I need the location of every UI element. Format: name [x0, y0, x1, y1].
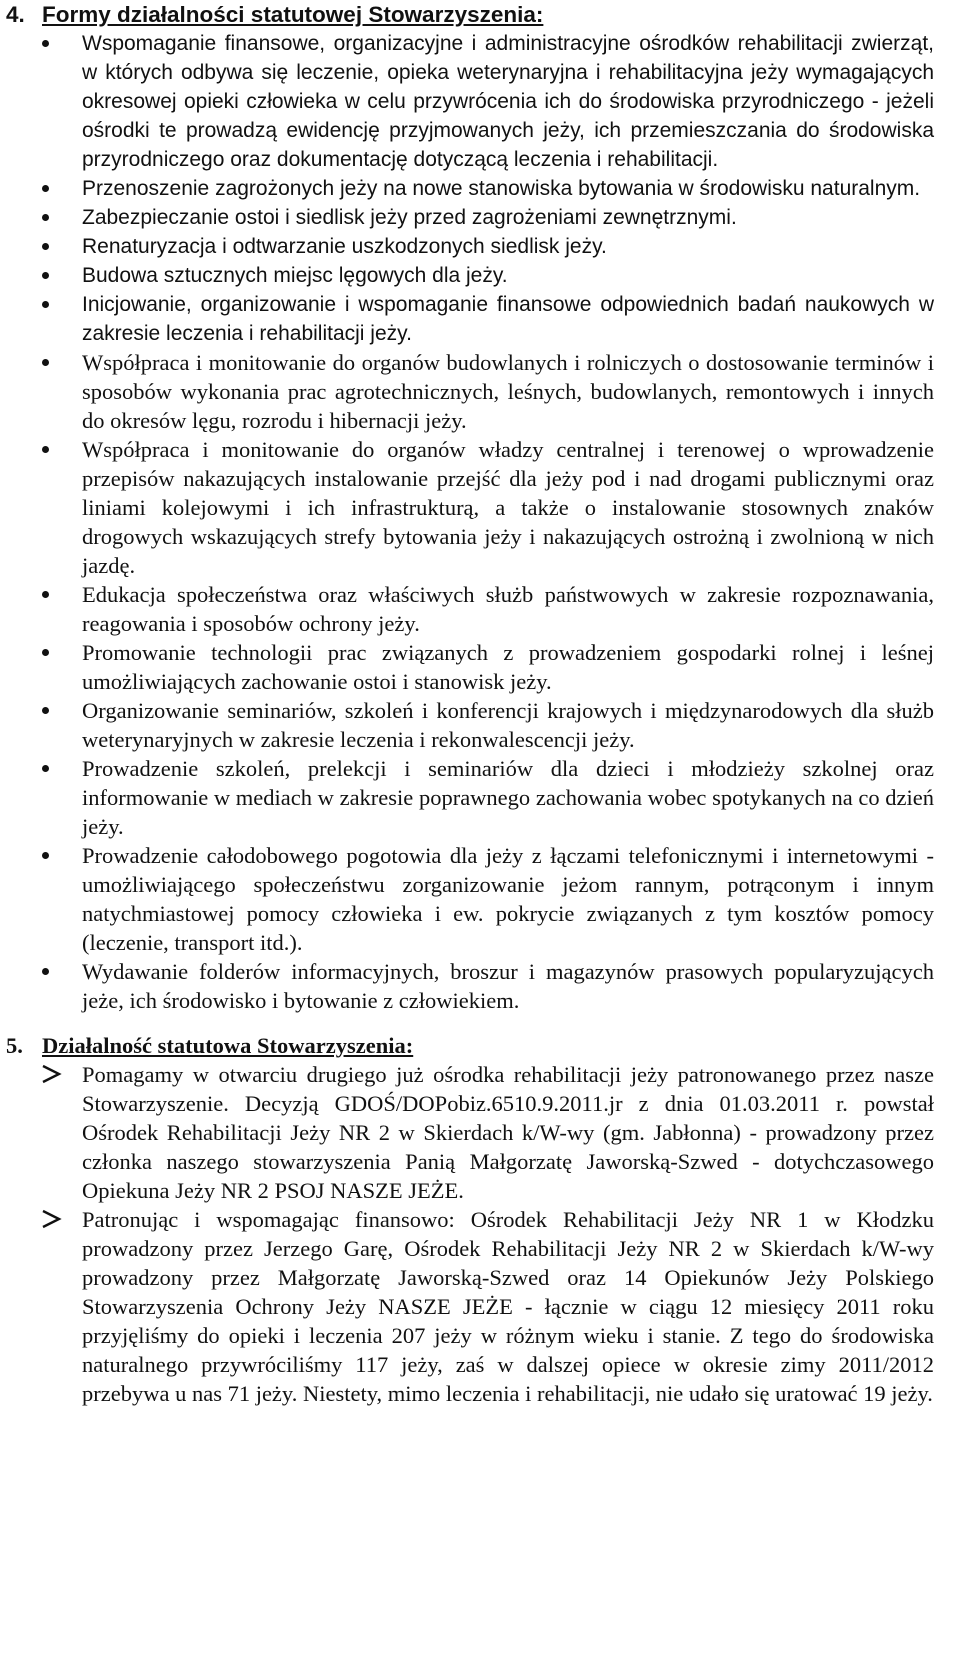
arrow-list	[6, 1060, 934, 1408]
arrow-bullet-icon	[40, 1209, 64, 1229]
bullet-icon	[42, 707, 49, 714]
list-item	[6, 29, 934, 174]
list-item	[6, 348, 934, 435]
list-item	[6, 203, 934, 232]
bullet-icon	[42, 272, 49, 279]
section-title: Formy działalności statutowej Stowarzyszenia:	[42, 2, 544, 27]
list-item-text: Renaturyzacja i odtwarzanie uszkodzonych siedlisk jeży.	[82, 235, 607, 258]
bullet-icon	[42, 301, 49, 308]
list-item-text: Współpraca i monitowanie do organów władzy centralnej i terenowej o wprowadzenie przepisów nakazujących instalowanie przejść dla jeży pod i nad drogami publicznymi oraz liniami kolejowymi i ich infrastrukturą, a także o instalowanie stosownych znaków drogowych wskazujących strefy bytowania jeży i nakazujących ostrożną i zwolnioną w nich jazdę.	[82, 437, 934, 578]
list-item-text: Organizowanie seminariów, szkoleń i konferencji krajowych i międzynarodowych dla służb weterynaryjnych w zakresie leczenia i rekonwalescencji jeży.	[82, 698, 934, 752]
section-number: 4.	[6, 2, 25, 27]
bullet-icon	[42, 40, 49, 47]
list-item	[6, 261, 934, 290]
list-item-text: Prowadzenie szkoleń, prelekcji i seminariów dla dzieci i młodzieży szkolnej oraz informowanie w mediach w zakresie poprawnego zachowania wobec spotykanych na co dzień jeży.	[82, 756, 934, 839]
list-item-text: Patronując i wspomagając finansowo: Ośrodek Rehabilitacji Jeży NR 1 w Kłodzku prowadzony przez Jerzego Garę, Ośrodek Rehabilitacji Jeży NR 2 w Skierdach k/W-wy prowadzony przez Małgorzatę Jaworską-Szwed oraz 14 Opiekunów Jeży Polskiego Stowarzyszenia Ochrony Jeży NASZE JEŻE - łącznie w ciągu 12 miesięcy 2011 roku przyjęliśmy do opieki i leczenia 207 jeży w różnym wieku i stanie. Z tego do środowiska naturalnego przywróciliśmy 117 jeży, zaś w dalszej opiece w okresie zimy 2011/2012 przebywa u nas 71 jeży. Niestety, mimo leczenia i rehabilitacji, nie udało się uratować 19 jeży.	[82, 1207, 934, 1406]
section-statutory-activity	[6, 1031, 934, 1408]
list-item-text: Budowa sztucznych miejsc lęgowych dla jeży.	[82, 264, 508, 287]
list-item-text: Współpraca i monitowanie do organów budowlanych i rolniczych o dostosowanie terminów i sposobów wykonania prac agrotechnicznych, leśnych, budowlanych, remontowych i innych do okresów lęgu, rozrodu i hibernacji jeży.	[82, 350, 934, 433]
list-item-text: Wspomaganie finansowe, organizacyjne i administracyjne ośrodków rehabilitacji zwierząt, w których odbywa się leczenie, opieka weterynaryjna i rehabilitacyjna jeży wymagających okresowej opieki człowieka w celu przywrócenia ich do środowiska przyrodniczego - jeżeli ośrodki te prowadzą ewidencję przyjmowanych jeży, ich przemieszczania do środowiska przyrodniczego oraz dokumentację dotyczącą leczenia i rehabilitacji.	[82, 32, 934, 171]
bullet-icon	[42, 765, 49, 772]
list-item	[6, 1060, 934, 1205]
list-item	[6, 638, 934, 696]
bullet-icon	[42, 214, 49, 221]
list-item-text: Zabezpieczanie ostoi i siedlisk jeży przed zagrożeniami zewnętrznymi.	[82, 206, 737, 229]
list-item-text: Pomagamy w otwarciu drugiego już ośrodka rehabilitacji jeży patronowanego przez nasze Stowarzyszenie. Decyzją GDOŚ/DOPobiz.6510.9.2011.jr z dnia 01.03.2011 r. powstał Ośrodek Rehabilitacji Jeży NR 2 w Skierdach k/W-wy (gm. Jabłonna) - prowadzony przez członka naszego stowarzyszenia Panią Małgorzatę Jaworską-Szwed - dotychczasowego Opiekuna Jeży NR 2 PSOJ NASZE JEŻE.	[82, 1062, 934, 1203]
list-item	[6, 841, 934, 957]
arrow-bullet-icon	[40, 1064, 64, 1084]
list-item	[6, 696, 934, 754]
section-statutory-forms	[6, 0, 934, 1015]
bullet-icon	[42, 649, 49, 656]
bullet-icon	[42, 852, 49, 859]
list-item	[6, 435, 934, 580]
list-item-text: Przenoszenie zagrożonych jeży na nowe stanowiska bytowania w środowisku naturalnym.	[82, 177, 921, 200]
section-heading	[6, 0, 934, 29]
section-number: 5.	[6, 1033, 23, 1058]
section-heading	[6, 1031, 934, 1060]
list-item-text: Prowadzenie całodobowego pogotowia dla jeży z łączami telefonicznymi i internetowymi - umożliwiającego społeczeństwu zorganizowanie jeżom rannym, potrąconym i innym natychmiastowej pomocy człowieka i ew. pokrycie związanych z tym kosztów pomocy (leczenie, transport itd.).	[82, 843, 934, 955]
bullet-icon	[42, 359, 49, 366]
bullet-icon	[42, 968, 49, 975]
list-item	[6, 957, 934, 1015]
bullet-icon	[42, 591, 49, 598]
list-item	[6, 232, 934, 261]
list-item	[6, 1205, 934, 1408]
list-item	[6, 174, 934, 203]
list-item	[6, 290, 934, 348]
list-item-text: Promowanie technologii prac związanych z prowadzeniem gospodarki rolnej i leśnej umożliwiających zachowanie ostoi i stanowisk jeży.	[82, 640, 934, 694]
bullet-icon	[42, 446, 49, 453]
section-title: Działalność statutowa Stowarzyszenia:	[42, 1033, 414, 1058]
bullet-icon	[42, 243, 49, 250]
list-item	[6, 580, 934, 638]
list-item-text: Wydawanie folderów informacyjnych, broszur i magazynów prasowych popularyzujących jeże, ich środowisko i bytowanie z człowiekiem.	[82, 959, 934, 1013]
bullet-icon	[42, 185, 49, 192]
list-item-text: Edukacja społeczeństwa oraz właściwych służb państwowych w zakresie rozpoznawania, reagowania i sposobów ochrony jeży.	[82, 582, 934, 636]
bullet-list	[6, 29, 934, 1015]
list-item	[6, 754, 934, 841]
list-item-text: Inicjowanie, organizowanie i wspomaganie finansowe odpowiednich badań naukowych w zakresie leczenia i rehabilitacji jeży.	[82, 293, 934, 345]
